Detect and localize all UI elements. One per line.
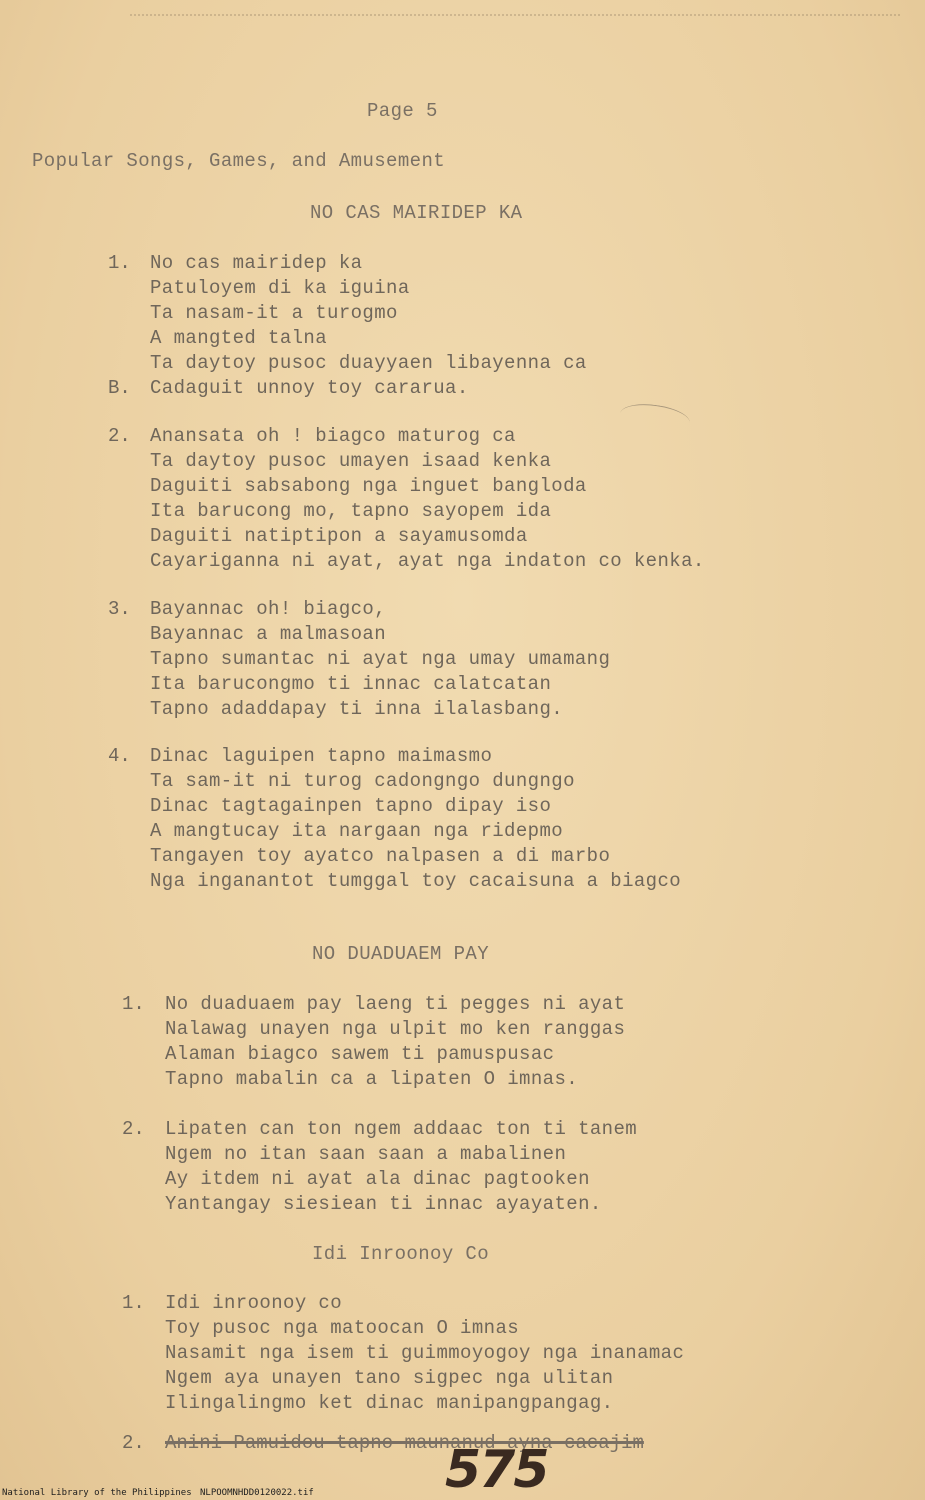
lyric-line: Lipaten can ton ngem addaac ton ti tanem — [165, 1118, 638, 1140]
lyric-line: Dinac laguipen tapno maimasmo — [150, 745, 493, 767]
lyric-line: Tapno sumantac ni ayat nga umay umamang — [150, 648, 611, 670]
song-title: NO CAS MAIRIDEP KA — [310, 202, 523, 224]
garbled-lyric-line: Anini Pamuidou tapno maunanud ayna cacajim — [165, 1432, 644, 1454]
lyric-line: Daguiti natiptipon a sayamusomda — [150, 525, 528, 547]
lyric-line: Ta daytoy pusoc umayen isaad kenka — [150, 450, 552, 472]
lyric-line: Bayannac oh! biagco, — [150, 598, 387, 620]
lyric-line: Bayannac a malmasoan — [150, 623, 387, 645]
lyric-line: Nalawag unayen nga ulpit mo ken ranggas — [165, 1018, 626, 1040]
lyric-line: No cas mairidep ka — [150, 252, 363, 274]
lyric-line: Cayariganna ni ayat, ayat nga indaton co kenka. — [150, 550, 705, 572]
lyric-line: A mangted talna — [150, 327, 328, 349]
song-title: NO DUADUAEM PAY — [312, 943, 490, 965]
lyric-line: Idi inroonoy co — [165, 1292, 343, 1314]
lyric-line: Tapno mabalin ca a lipaten O imnas. — [165, 1068, 579, 1090]
stanza-number: 4. — [108, 745, 131, 767]
lyric-line: Tangayen toy ayatco nalpasen a di marbo — [150, 845, 611, 867]
lyric-line: Ta daytoy pusoc duayyaen libayenna ca — [150, 352, 587, 374]
lyric-line: Ngem aya unayen tano sigpec nga ulitan — [165, 1367, 614, 1389]
lyric-line: Anansata oh ! biagco maturog ca — [150, 425, 516, 447]
stanza-number: 1. — [122, 1292, 145, 1314]
lyric-line: Ita barucongmo ti innac calatcatan — [150, 673, 552, 695]
lyric-line: Ita barucong mo, tapno sayopem ida — [150, 500, 552, 522]
stanza-number: 2. — [122, 1118, 145, 1140]
lyric-line: Nga inganantot tumggal toy cacaisuna a biagco — [150, 870, 682, 892]
lyric-line: Ilingalingmo ket dinac manipangpangag. — [165, 1392, 614, 1414]
lyric-line: Ta sam-it ni turog cadongngo dungngo — [150, 770, 575, 792]
stanza-number: 2. — [108, 425, 131, 447]
lyric-line: Ngem no itan saan saan a mabalinen — [165, 1143, 567, 1165]
lyric-line: Patuloyem di ka iguina — [150, 277, 410, 299]
page-stamp-number: 575 — [445, 1440, 548, 1500]
page-label: Page 5 — [367, 100, 438, 122]
song-title: Idi Inroonoy Co — [312, 1243, 490, 1265]
lyric-line: Alaman biagco sawem ti pamuspusac — [165, 1043, 555, 1065]
lyric-line: Ta nasam-it a turogmo — [150, 302, 398, 324]
footer-file-name: NLPOOMNHDD0120022.tif — [200, 1488, 314, 1498]
lyric-line: Dinac tagtagainpen tapno dipay iso — [150, 795, 552, 817]
lyric-line: Cadaguit unnoy toy cararua. — [150, 377, 469, 399]
lyric-line: No duaduaem pay laeng ti pegges ni ayat — [165, 993, 626, 1015]
stanza-number: 2. — [122, 1432, 145, 1454]
lyric-line: Ay itdem ni ayat ala dinac pagtooken — [165, 1168, 590, 1190]
lyric-line: Yantangay siesiean ti innac ayayaten. — [165, 1193, 602, 1215]
stanza-number: 1. — [108, 252, 131, 274]
lyric-line: Toy pusoc nga matoocan O imnas — [165, 1317, 520, 1339]
stanza-number: 1. — [122, 993, 145, 1015]
lyric-line: Daguiti sabsabong nga inguet banglodа — [150, 475, 587, 497]
footer-library-name: National Library of the Philippines — [2, 1488, 192, 1498]
stanza-number: 3. — [108, 598, 131, 620]
lyric-line: Tapno adaddapay ti inna ilalasbang. — [150, 698, 564, 720]
lyric-line: A mangtucay ita nargaan nga ridepmo — [150, 820, 564, 842]
lyric-line: Nasamit nga isem ti guimmoyogoy nga inanamac — [165, 1342, 685, 1364]
perforation-edge — [130, 14, 900, 22]
pencil-mark — [619, 400, 692, 435]
stanza-number: B. — [108, 377, 131, 399]
section-title: Popular Songs, Games, and Amusement — [32, 150, 446, 172]
